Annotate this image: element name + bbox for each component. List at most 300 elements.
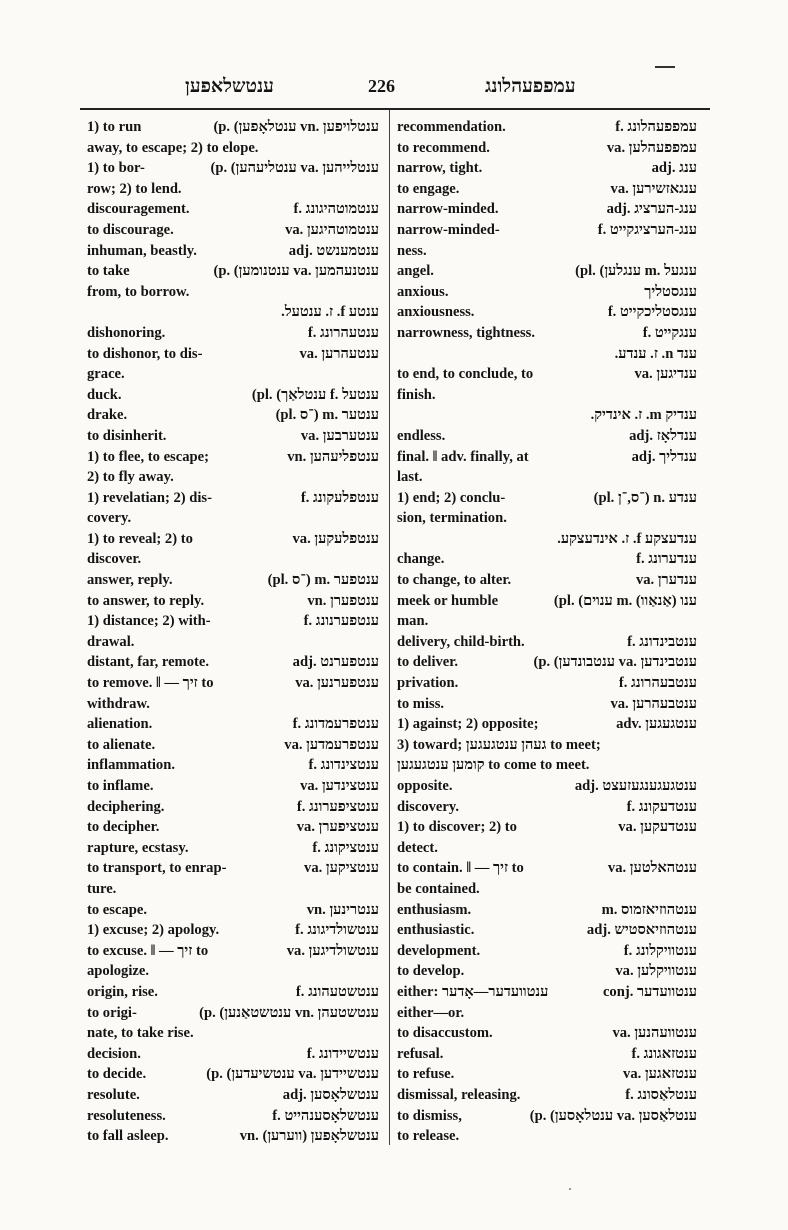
entry-headline [397, 488, 697, 509]
dictionary-entry [87, 858, 379, 899]
entry-yiddish-headword: va. עמפפעהלען [606, 139, 697, 156]
entry-yiddish-headword: (pl. (ענגלען m. ענגעל [575, 263, 697, 280]
entry-yiddish-headword: va. ענדיגען [634, 366, 697, 383]
dictionary-entry [87, 591, 379, 612]
entry-continuation: ture. [87, 880, 117, 897]
dictionary-entry [397, 570, 697, 591]
dictionary-entry [397, 817, 697, 858]
dictionary-entry [87, 900, 379, 921]
entry-headline [87, 323, 379, 344]
entry-continuation: row; 2) to lend. [87, 180, 182, 197]
dictionary-entry [397, 1085, 697, 1106]
entry-headline [397, 694, 697, 715]
dictionary-entry [87, 714, 379, 735]
dictionary-entry [87, 941, 379, 982]
dictionary-entry [397, 652, 697, 673]
entry-yiddish-headword: va. ענטציפערן [296, 819, 379, 836]
entry-headline [87, 1044, 379, 1065]
dictionary-entry [87, 611, 379, 652]
entry-yiddish-headword: vn. ענטפערן [307, 592, 379, 609]
entry-english: enthusiasm. [397, 901, 472, 918]
entry-yiddish-headword: (p. (ענטשיעדען va. ענטשיידען [206, 1066, 379, 1083]
entry-headline [87, 488, 379, 509]
entry-yiddish-headword: va. ענטציקען [304, 860, 379, 877]
entry-headline [87, 529, 379, 550]
entry-english: recommendation. [397, 119, 506, 135]
entry-continuation: to release. [397, 1128, 460, 1145]
entry-headline [397, 900, 697, 921]
entry-english: alienation. [87, 716, 153, 733]
entry-english: dismissal, releasing. [397, 1086, 521, 1103]
entry-english: to discourage. [87, 221, 174, 238]
entry-yiddish-headword: (p. (ענטלאָסען va. ענטלאַסען [529, 1107, 697, 1124]
dictionary-entry [87, 673, 379, 714]
top-dash-mark [655, 66, 675, 68]
entry-headline [87, 900, 379, 921]
dictionary-entry [397, 117, 697, 138]
entry-english: distant, far, remote. [87, 654, 210, 671]
entry-headline [397, 426, 697, 447]
entry-headline [87, 426, 379, 447]
dictionary-entry [397, 323, 697, 344]
entry-yiddish-headword: adj. ענדליך [631, 448, 697, 465]
page-number: 226 [368, 76, 395, 96]
entry-english: 1) to bor- [87, 160, 145, 177]
entry-yiddish-headword: vn. ענטרינען [306, 901, 379, 918]
entry-continuation: 2) to fly away. [87, 469, 174, 486]
entry-yiddish-headword: va. ענטמוטהיגען [285, 221, 379, 238]
entry-yiddish-headword: (pl. ־ס) m. ענטער [275, 407, 379, 424]
entry-headline [397, 529, 697, 550]
entry-yiddish-headword: f. ענטפערנונג [303, 613, 379, 630]
entry-english: to take [87, 263, 130, 280]
entry-headline [397, 941, 697, 962]
entry-continuation: grace. [87, 366, 125, 383]
entry-headline [87, 117, 379, 138]
entry-headline [87, 652, 379, 673]
dictionary-entry [397, 344, 697, 365]
dictionary-entry [87, 735, 379, 756]
dictionary-entry [87, 1085, 379, 1106]
entry-english: to transport, to enrap- [87, 860, 227, 877]
dictionary-entry [397, 982, 697, 1023]
entry-yiddish-headword: f. ענטבעהרונג [618, 675, 697, 692]
header-right-guide-word: עמפפעהלונג [485, 76, 576, 97]
entry-continuation: detect. [397, 839, 438, 856]
entry-english: either: ענטוועדער—אָדער [397, 983, 549, 1000]
entry-headline [397, 117, 697, 138]
entry-headline [87, 838, 379, 859]
entry-yiddish-headword: adj. ענדלאָז [629, 427, 697, 444]
entry-english: meek or humble [397, 592, 499, 609]
entry-english: refusal. [397, 1045, 444, 1062]
entry-yiddish-headword: va. ענטהאלטען [607, 860, 697, 877]
entry-english: to remove. ‖ — זיך to [87, 675, 214, 692]
dictionary-entry [397, 529, 697, 550]
entry-headline [87, 405, 379, 426]
entry-headline [397, 961, 697, 982]
entry-continuation: withdraw. [87, 695, 150, 712]
dictionary-entry [397, 673, 697, 694]
dictionary-entry [87, 1044, 379, 1065]
dictionary-entry [397, 405, 697, 426]
entry-yiddish-headword: f. ענטפרעמדונג [292, 716, 379, 733]
entry-headline [397, 261, 697, 282]
entry-yiddish-headword: adj. ענטשלאָסען [282, 1086, 379, 1103]
dictionary-entry [397, 220, 697, 261]
dictionary-entry [397, 199, 697, 220]
dictionary-entry [87, 838, 379, 859]
dictionary-entry [397, 549, 697, 570]
entry-headline [397, 920, 697, 941]
entry-yiddish-headword: (p. (ענטלאָפען vn. ענטלויפען [213, 119, 379, 135]
entry-continuation: be contained. [397, 880, 480, 897]
entry-headline [397, 591, 697, 612]
dictionary-entry [87, 797, 379, 818]
entry-yiddish-headword: m. ענטהוזיאזמוס [601, 901, 697, 918]
entry-english: delivery, child-birth. [397, 633, 525, 650]
entry-yiddish-headword: vn. ענטפליעהען [287, 448, 379, 465]
entry-yiddish-headword: f. ענטפלעקונג [300, 489, 379, 506]
entry-headline [397, 858, 697, 879]
entry-yiddish-headword: va. ענטפלעקען [292, 530, 379, 547]
entry-english: 1) to reveal; 2) to [87, 530, 193, 547]
entry-continuation: apologize. [87, 963, 150, 980]
entry-yiddish-headword: (p. (ענטשטאַנען vn. ענטשטעהן [199, 1004, 379, 1021]
entry-english: to decipher. [87, 819, 160, 836]
dictionary-entry [87, 426, 379, 447]
entry-headline [87, 261, 379, 282]
entry-yiddish-headword: f. ענטשלאָסענהייט [272, 1107, 379, 1124]
entry-headline [397, 797, 697, 818]
entry-english: development. [397, 942, 481, 959]
entry-yiddish-headword: va. ענטעהרען [299, 345, 379, 362]
entry-yiddish-headword: va. ענטדעקען [618, 819, 697, 836]
entry-english: deciphering. [87, 798, 165, 815]
entry-yiddish-headword: va. ענטבעהרען [610, 695, 697, 712]
entry-headline [397, 364, 697, 385]
entry-headline [397, 1085, 697, 1106]
entry-headline [87, 1126, 379, 1147]
entry-headline [87, 591, 379, 612]
entry-english: to inflame. [87, 778, 154, 794]
dictionary-entry [87, 1003, 379, 1044]
dictionary-entry [397, 138, 697, 159]
dictionary-entry [397, 900, 697, 921]
entry-yiddish-headword: ענדעצקע f. ז. אינדעצקע. [557, 530, 697, 547]
entry-english: enthusiastic. [397, 922, 475, 939]
entry-english: to contain. ‖ — זיך to [397, 860, 524, 877]
dictionary-entry [87, 323, 379, 344]
left-column [87, 117, 379, 1147]
entry-english: to escape. [87, 901, 147, 918]
entry-yiddish-headword: va. ענטצינדען [300, 778, 379, 794]
entry-headline [397, 138, 697, 159]
entry-english: endless. [397, 427, 446, 444]
entry-english: to disinherit. [87, 427, 167, 444]
dictionary-entry [397, 632, 697, 653]
entry-headline [397, 323, 697, 344]
entry-yiddish-headword: adv. ענטגעגען [616, 716, 697, 733]
dictionary-entry [87, 817, 379, 838]
entry-yiddish-headword: va. ענטזאגען [623, 1066, 697, 1083]
entry-headline [397, 570, 697, 591]
paper-speck [569, 1188, 571, 1190]
entry-yiddish-headword: (pl. ־ס) m. ענטפער [267, 572, 379, 589]
dictionary-entry [397, 488, 697, 529]
entry-continuation: either—or. [397, 1004, 465, 1021]
dictionary-entry [397, 858, 697, 899]
entry-english: origin, rise. [87, 983, 158, 1000]
dictionary-entry [87, 1106, 379, 1127]
dictionary-entry [397, 302, 697, 323]
entry-headline [87, 735, 379, 756]
entry-headline [87, 611, 379, 632]
dictionary-entry [397, 1064, 697, 1085]
dictionary-entry [397, 364, 697, 405]
header-left-guide-word: ענטשלאפען [185, 76, 274, 97]
entry-headline [397, 549, 697, 570]
entry-english: to alienate. [87, 736, 156, 753]
entry-continuation: away, to escape; 2) to elope. [87, 139, 259, 156]
entry-english: to answer, to reply. [87, 592, 205, 609]
entry-yiddish-headword: f. ענטציפערונג [296, 798, 379, 815]
entry-yiddish-headword: f. ענטציקונג [312, 839, 379, 856]
entry-english: to fall asleep. [87, 1128, 169, 1145]
entry-yiddish-headword: va. ענטוויקלען [615, 963, 697, 980]
entry-english: angel. [397, 263, 434, 280]
dictionary-entry [87, 982, 379, 1003]
entry-continuation: drawal. [87, 633, 135, 650]
entry-headline [397, 158, 697, 179]
entry-headline [397, 405, 697, 426]
entry-english: anxious. [397, 283, 449, 300]
entry-continuation: last. [397, 469, 423, 486]
entry-headline [397, 282, 697, 303]
entry-english: to change, to alter. [397, 572, 512, 589]
dictionary-entry [87, 1126, 379, 1147]
entry-english: 1) excuse; 2) apology. [87, 922, 220, 939]
page-header [80, 76, 710, 102]
dictionary-entry [87, 220, 379, 241]
entry-yiddish-headword: va. ענטפערנען [295, 675, 379, 692]
entry-headline [87, 776, 379, 797]
entry-english: answer, reply. [87, 572, 173, 589]
dictionary-entry [87, 405, 379, 426]
entry-headline [87, 941, 379, 962]
entry-headline [397, 817, 697, 838]
entry-yiddish-headword: adj. ענטמענשט [288, 242, 379, 259]
entry-english: to develop. [397, 963, 465, 980]
dictionary-entry [397, 426, 697, 447]
entry-english: 1) revelatian; 2) dis- [87, 489, 212, 506]
entry-headline [87, 1064, 379, 1085]
dictionary-entry [87, 488, 379, 529]
entry-headline [397, 179, 697, 200]
entry-yiddish-headword: f. ענטוויקלונג [623, 942, 697, 959]
entry-headline [397, 344, 697, 365]
entry-yiddish-headword: ענגסטליך [644, 283, 697, 300]
entry-english: to decide. [87, 1066, 147, 1083]
entry-english: inflammation. [87, 757, 175, 774]
dictionary-entry [397, 961, 697, 982]
column-divider [389, 110, 390, 1145]
entry-english: 1) end; 2) conclu- [397, 489, 506, 506]
entry-headline [87, 1003, 379, 1024]
dictionary-entry [87, 117, 379, 158]
dictionary-entry [87, 920, 379, 941]
entry-headline [87, 570, 379, 591]
entry-headline [87, 447, 379, 468]
entry-headline [87, 199, 379, 220]
entry-yiddish-headword: f. ענטשולדיגונג [295, 922, 379, 939]
entry-yiddish-headword: f. ענג-הערציגקייט [597, 221, 697, 238]
entry-english: duck. [87, 386, 122, 403]
entry-english: to engage. [397, 180, 460, 197]
entry-headline [87, 385, 379, 406]
entry-yiddish-headword: f. ענטדעקונג [626, 798, 697, 815]
entry-yiddish-headword: (pl. (ענוים m. (אַנאַוו) ענו [553, 592, 697, 609]
entry-english: narrow-minded. [397, 201, 499, 218]
entry-yiddish-headword: ענד n. ז. ענדע. [614, 345, 697, 362]
entry-yiddish-headword: (p. (ענטנומען va. ענטנעהמען [213, 263, 379, 280]
entry-english: קומען ענטגעגען to come to meet. [397, 757, 590, 774]
entry-continuation: man. [397, 613, 429, 630]
dictionary-entry [397, 261, 697, 282]
entry-headline [87, 797, 379, 818]
entry-yiddish-headword: ענטע f. ז. ענטעל. [281, 304, 379, 321]
entry-english: change. [397, 551, 445, 568]
dictionary-entry [87, 776, 379, 797]
entry-english: inhuman, beastly. [87, 242, 197, 259]
entry-headline [87, 755, 379, 776]
dictionary-entry [397, 694, 697, 715]
dictionary-entry [397, 1023, 697, 1044]
entry-english: 1) distance; 2) with- [87, 613, 211, 630]
entry-yiddish-headword: va. ענגאזשירען [610, 180, 697, 197]
entry-english: narrow, tight. [397, 160, 483, 177]
entry-english: discouragement. [87, 201, 190, 218]
entry-english: to end, to conclude, to [397, 366, 534, 383]
entry-headline [397, 776, 697, 797]
entry-yiddish-headword: (p. (ענטליעהען va. ענטלייהען [210, 160, 379, 177]
entry-yiddish-headword: adj. ענג-הערציג [606, 201, 697, 218]
dictionary-entry [397, 735, 697, 756]
entry-english: to disaccustom. [397, 1025, 493, 1042]
entry-english: anxiousness. [397, 304, 475, 321]
entry-yiddish-headword: va. ענטערבען [300, 427, 379, 444]
entry-english: decision. [87, 1045, 141, 1062]
entry-yiddish-headword: f. ענטעהרונג [307, 324, 379, 341]
entry-yiddish-headword: f. ענטמוטהיגונג [293, 201, 379, 218]
entry-yiddish-headword: f. ענטבינדונג [627, 633, 697, 650]
dictionary-entry [397, 158, 697, 179]
dictionary-entry [397, 1106, 697, 1147]
entry-headline [87, 158, 379, 179]
dictionary-entry [397, 179, 697, 200]
entry-headline [87, 673, 379, 694]
entry-headline [397, 714, 697, 735]
entry-headline [87, 920, 379, 941]
dictionary-entry [397, 776, 697, 797]
entry-yiddish-headword: (p. (ענטבונדען va. ענטבינדען [533, 654, 697, 671]
entry-headline [87, 1106, 379, 1127]
entry-headline [87, 220, 379, 241]
dictionary-entry [397, 755, 697, 776]
entry-english: to deliver. [397, 654, 459, 671]
entry-yiddish-headword: conj. ענטוועדער [602, 983, 697, 1000]
entry-headline [397, 447, 697, 468]
entry-yiddish-headword: va. ענטוועהנען [612, 1025, 697, 1042]
entry-yiddish-headword: adj. ענטהוזיאסטיש [586, 922, 697, 939]
dictionary-entry [397, 591, 697, 632]
dictionary-entry [87, 385, 379, 406]
entry-english: final. ‖ adv. finally, at [397, 448, 529, 465]
entry-english: 1) to flee, to escape; [87, 448, 209, 465]
dictionary-entry [397, 1044, 697, 1065]
entry-yiddish-headword: f. ענטלאַסונג [625, 1086, 697, 1103]
entry-yiddish-headword: f. ענגקייט [642, 324, 697, 341]
entry-headline [87, 982, 379, 1003]
entry-continuation: finish. [397, 386, 436, 403]
entry-english: dishonoring. [87, 324, 166, 341]
entry-headline [87, 1085, 379, 1106]
entry-continuation: nate, to take rise. [87, 1025, 194, 1042]
entry-english: to miss. [397, 695, 445, 712]
entry-yiddish-headword: (pl. (ענטלאַך f. ענטעל [251, 386, 379, 403]
entry-headline [397, 673, 697, 694]
dictionary-entry [397, 714, 697, 735]
entry-yiddish-headword: (pl. ־ס,־ן) n. ענדע [593, 489, 697, 506]
dictionary-entry [87, 261, 379, 302]
entry-english: drake. [87, 407, 128, 424]
entry-english: to origi- [87, 1004, 137, 1021]
dictionary-entry [397, 941, 697, 962]
entry-english: to refuse. [397, 1066, 455, 1083]
entry-yiddish-headword: f. ענטשיידונג [306, 1045, 379, 1062]
dictionary-entry [87, 529, 379, 570]
entry-continuation: sion, termination. [397, 510, 507, 527]
entry-english: narrow-minded- [397, 221, 500, 238]
entry-headline [397, 1106, 697, 1127]
dictionary-entry [397, 282, 697, 303]
entry-continuation: ness. [397, 242, 427, 259]
entry-headline [397, 735, 697, 756]
entry-headline [397, 1064, 697, 1085]
dictionary-entry [87, 447, 379, 488]
entry-headline [397, 199, 697, 220]
dictionary-entry [397, 797, 697, 818]
entry-english: opposite. [397, 778, 453, 794]
entry-continuation: discover. [87, 551, 142, 568]
entry-continuation: from, to borrow. [87, 283, 190, 300]
dictionary-entry [87, 241, 379, 262]
dictionary-entry [87, 302, 379, 323]
entry-headline [397, 1023, 697, 1044]
entry-english: 3) toward; געהן ענטגעגען to meet; [397, 736, 601, 753]
entry-headline [397, 652, 697, 673]
entry-yiddish-headword: va. ענטפרעמדען [284, 736, 379, 753]
entry-english: discovery. [397, 798, 460, 815]
entry-headline [397, 982, 697, 1003]
entry-headline [87, 817, 379, 838]
entry-english: narrowness, tightness. [397, 324, 535, 341]
entry-headline [397, 302, 697, 323]
entry-english: rapture, ecstasy. [87, 839, 189, 856]
dictionary-entry [87, 158, 379, 199]
entry-yiddish-headword: vn. (ווערען) ענטשלאָפען [239, 1128, 379, 1145]
entry-english: 1) to discover; 2) to [397, 819, 517, 836]
